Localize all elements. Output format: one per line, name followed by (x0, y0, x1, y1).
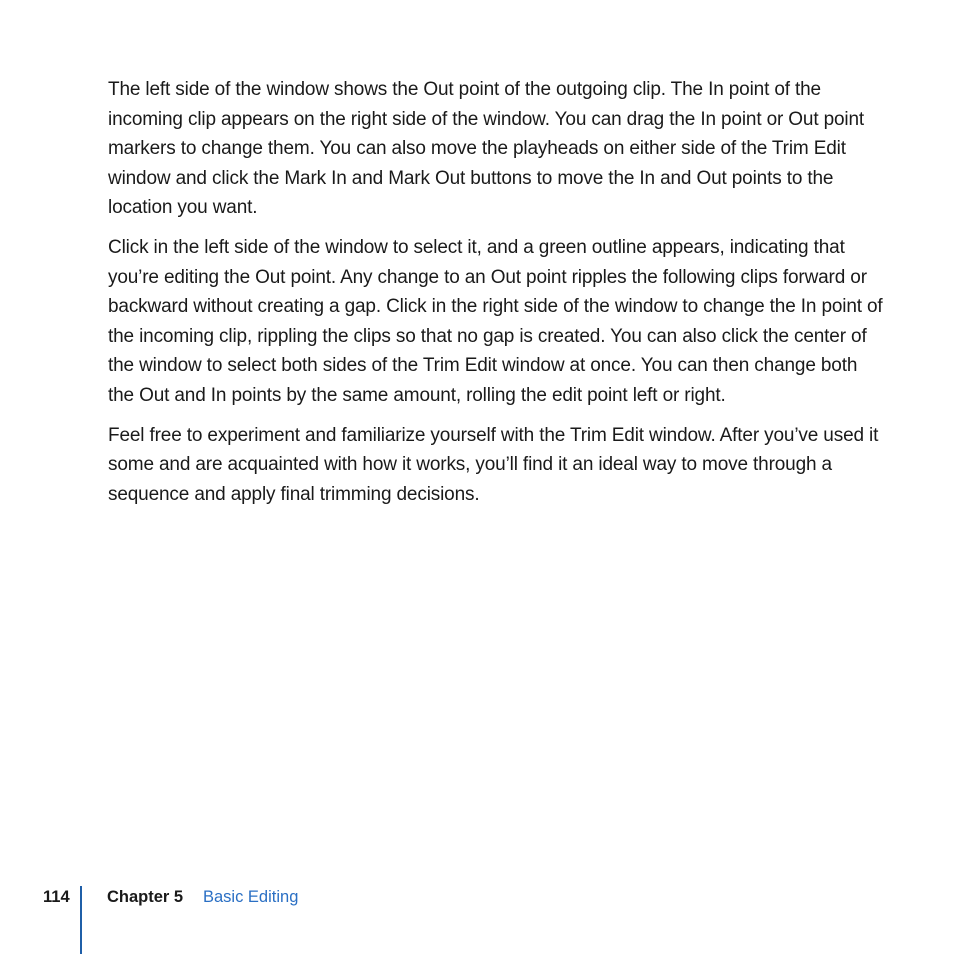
body-text (108, 75, 883, 519)
footer-divider (80, 886, 82, 954)
paragraph-selecting-sides: Click in the left side of the window to select it, and a green outline appears, indicating that you’re editing the Out point. Any change to an Out point ripples the following clips forward or backward without creating a gap. Click in the right side of the window to change the In point of the incoming clip, rippling the clips so that no gap is created. You can also click the center of the window to select both sides of the Trim Edit window at once. You can then change both the Out and In points by the same amount, rolling the edit point left or right. (108, 236, 883, 406)
chapter-label: Chapter 5 (107, 888, 184, 906)
paragraph-trim-edit-window-sides: The left side of the window shows the Out point of the outgoing clip. The In point of the incoming clip appears on the right side of the window. You can drag the In point or Out point markers to change them. You can also move the playheads on either side of the Trim Edit window and click the Mark In and Mark Out buttons to move the In and Out points to the location you want. (108, 79, 865, 219)
chapter-title-link[interactable]: Basic Editing (203, 888, 299, 906)
paragraph-experiment: Feel free to experiment and familiarize yourself with the Trim Edit window. After you’ve used it some and are acquainted with how it works, you’ll find it an ideal way to move through a sequence and apply final trimming decisions. (108, 424, 879, 505)
page-footer (0, 886, 954, 954)
page-number: 114 (43, 888, 70, 906)
